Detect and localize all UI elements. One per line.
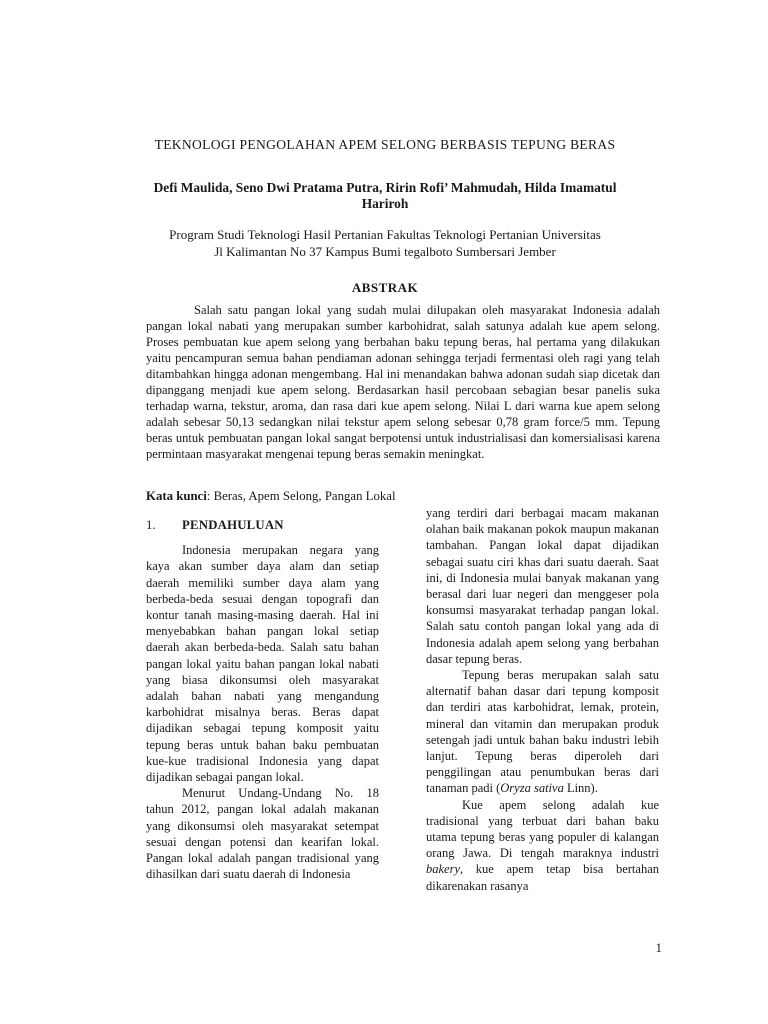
abstract-text: Salah satu pangan lokal yang sudah mulai dilupakan oleh masyarakat Indonesia adalah pangan lokal nabati yang merupakan sumber karbohidrat, salah satunya adalah kue apem selong. Proses pembuatan kue apem selong yang berbahan baku tepung beras, hal pertama yang dilakukan yaitu pencampuran semua bahan pendiaman adonan sehingga terjadi fermentasi oleh ragi yang telah ditambahkan hingga adonan mengembang. Hal ini menandakan bahwa adonan sudah siap dicetak dan dipanggang menjadi kue apem selong. Berdasarkan hasil percobaan sebagian besar panelis suka terhadap warna, tekstur, aroma, dan rasa dari kue apem selong. Nilai L dari warna kue apem selong adalah sebesar 50,13 sedangkan nilai tekstur apem selong sebesar 0,78 gram force/5 mm. Tepung beras untuk pembuatan pangan lokal sangat berpotensi untuk industrialisasi dan komersialisasi karena permintaan masyarakat mengenai tepung beras semakin meningkat. bbox=[146, 303, 660, 461]
affiliation bbox=[120, 226, 650, 260]
section-title: PENDAHULUAN bbox=[182, 518, 284, 532]
author-list: Defi Maulida, Seno Dwi Pratama Putra, Ririn Rofi’ Mahmudah, Hilda Imamatul Hariroh bbox=[153, 180, 617, 211]
affiliation-line-1: Program Studi Teknologi Hasil Pertanian Fakultas Teknologi Pertanian Universitas bbox=[169, 227, 601, 242]
section-number: 1. bbox=[146, 518, 156, 532]
keywords-text: : Beras, Apem Selong, Pangan Lokal bbox=[206, 489, 396, 503]
keywords-label: Kata kunci bbox=[146, 489, 207, 503]
right-column bbox=[426, 505, 659, 894]
paragraph-kue-apem bbox=[426, 797, 659, 894]
italic-term: bakery bbox=[426, 862, 461, 877]
section-heading bbox=[146, 517, 379, 533]
paper-title: TEKNOLOGI PENGOLAHAN APEM SELONG BERBASIS TEPUNG BERAS bbox=[154, 137, 616, 152]
keywords bbox=[146, 488, 466, 504]
affiliation-line-2: Jl Kalimantan No 37 Kampus Bumi tegalboto Sumbersari Jember bbox=[214, 244, 556, 259]
left-column bbox=[146, 517, 379, 882]
abstract-heading: ABSTRAK bbox=[351, 280, 419, 295]
paragraph-intro-2: Menurut Undang-Undang No. 18 tahun 2012, pangan lokal adalah makanan yang dikonsumsi oleh masyarakat setempat sesuai dengan potensi dan kearifan lokal. Pangan lokal adalah pangan tradisional yang dihasilkan dari suatu daerah di Indonesia bbox=[146, 786, 379, 882]
paragraph-kue-apem-text: Kue apem selong adalah kue tradisional yang terbuat dari bahan baku utama tepung beras yang populer di kalangan orang Jawa. Di tengah maraknya industri bbox=[426, 797, 659, 861]
paragraph-tepung-beras-end: Linn). bbox=[563, 781, 598, 796]
scientific-name: Oryza sativa bbox=[500, 781, 564, 796]
paragraph-tepung-beras bbox=[426, 667, 659, 797]
paragraph-kue-apem-end: , kue apem tetap bisa bertahan dikarenakan rasanya bbox=[426, 862, 659, 893]
paragraph-intro-1: Indonesia merupakan negara yang kaya akan sumber daya alam dan setiap daerah memiliki sumber daya alam yang berbeda-beda sesuai dengan topografi dan kontur tanah masing-masing daerah. Hal ini menyebabkan bahan pangan lokal setiap daerah akan berbeda-beda. Salah satu bahan pangan lokal yaitu bahan pangan lokal nabati yang biasa dikonsumsi oleh masyarakat adalah bahan nabati yang mengandung karbohidrat misalnya beras. Beras dapat dijadikan sebagai tepung komposit yaitu tepung beras untuk bahan baku pembuatan kue-kue tradisional Indonesia yang dapat dijadikan sebagai pangan lokal. bbox=[146, 543, 379, 785]
paragraph-intro-2-continued: yang terdiri dari berbagai macam makanan olahan baik makanan pokok maupun makanan tambahan. Pangan lokal dapat dijadikan sebagai suatu ciri khas dari suatu daerah. Saat ini, di Indonesia mulai banyak makanan yang berasal dari luar negeri dan menggeser pola konsumsi masyarakat terhadap pangan lokal. Salah satu contoh pangan lokal yang ada di Indonesia adalah apem selong yang berbahan dasar tepung beras. bbox=[426, 506, 659, 666]
paragraph-tepung-beras-text: Tepung beras merupakan salah satu alternatif bahan dasar dari tepung komposit dan terdiri atas karbohidrat, lemak, protein, mineral dan vitamin dan merupakan produk setengah jadi untuk bahan baku industri lebih lanjut. Tepung beras diperoleh dari penggilingan atau penumbukan beras dari tanaman padi ( bbox=[426, 668, 659, 796]
page-number: 1 bbox=[655, 940, 662, 955]
